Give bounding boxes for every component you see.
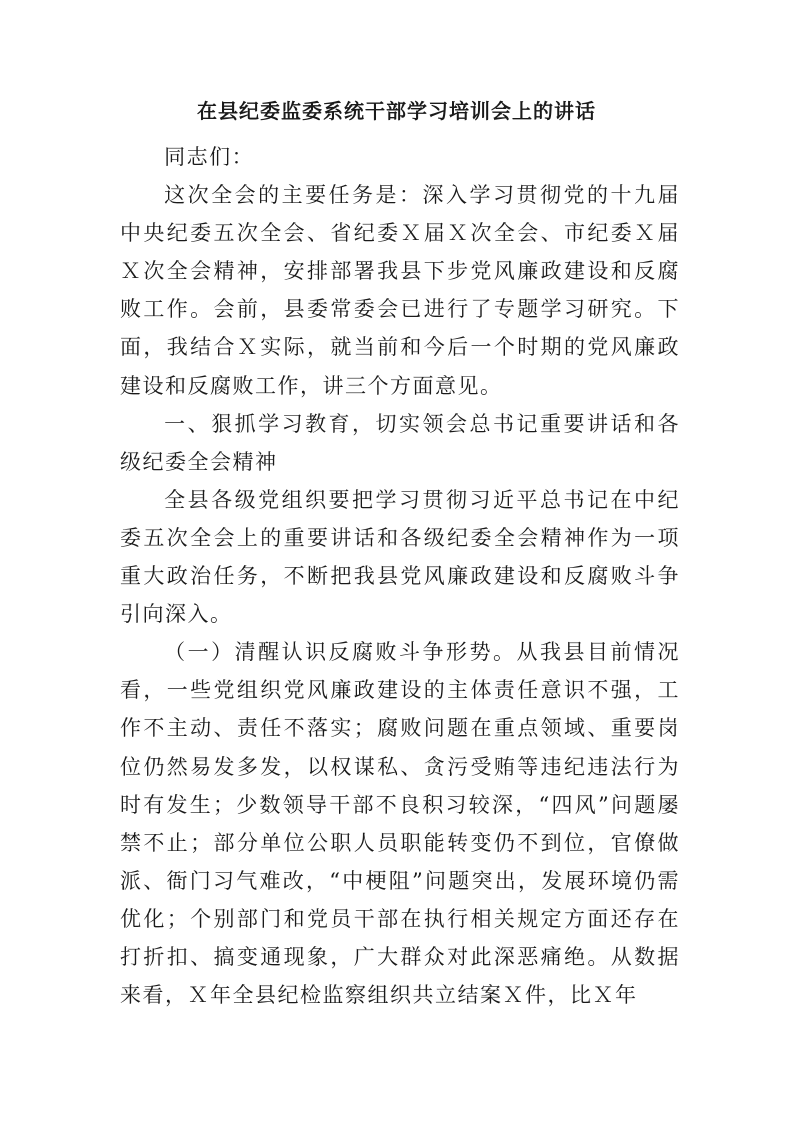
document-title: 在县纪委监委系统干部学习培训会上的讲话 <box>197 99 596 123</box>
salutation: 同志们： <box>164 145 255 169</box>
section-heading: 一、狠抓学习教育，切实领会总书记重要讲话和各级纪委全会精神 <box>120 411 680 474</box>
body-paragraph: 这次全会的主要任务是：深入学习贯彻党的十九届中央纪委五次全会、省纪委Ｘ届Ｘ次全会、市纪委Ｘ届Ｘ次全会精神，安排部署我县下步党风廉政建设和反腐败工作。会前，县委常委会已进行了专题学习研究。下面，我结合Ｘ实际，就当前和今后一个时期的党风廉政建设和反腐败工作，讲三个方面意见。 <box>120 183 680 398</box>
body-paragraph: （一）清醒认识反腐败斗争形势。从我县目前情况看，一些党组织党风廉政建设的主体责任意识不强，工作不主动、责任不落实；腐败问题在重点领域、重要岗位仍然易发多发，以权谋私、贪污受贿等违纪违法行为时有发生；少数领导干部不良积习较深，“四风”问题屡禁不止；部分单位公职人员职能转变仍不到位，官僚做派、衙门习气难改，“中梗阻”问题突出，发展环境仍需优化；个别部门和党员干部在执行相关规定方面还存在打折扣、搞变通现象，广大群众对此深恶痛绝。从数据来看，Ｘ年全县纪检监察组织共立结案Ｘ件，比Ｘ年 <box>120 640 680 1008</box>
document-body <box>120 138 680 1014</box>
body-paragraph: 全县各级党组织要把学习贯彻习近平总书记在中纪委五次全会上的重要讲话和各级纪委全会精神作为一项重大政治任务，不断把我县党风廉政建设和反腐败斗争引向深入。 <box>120 487 680 627</box>
